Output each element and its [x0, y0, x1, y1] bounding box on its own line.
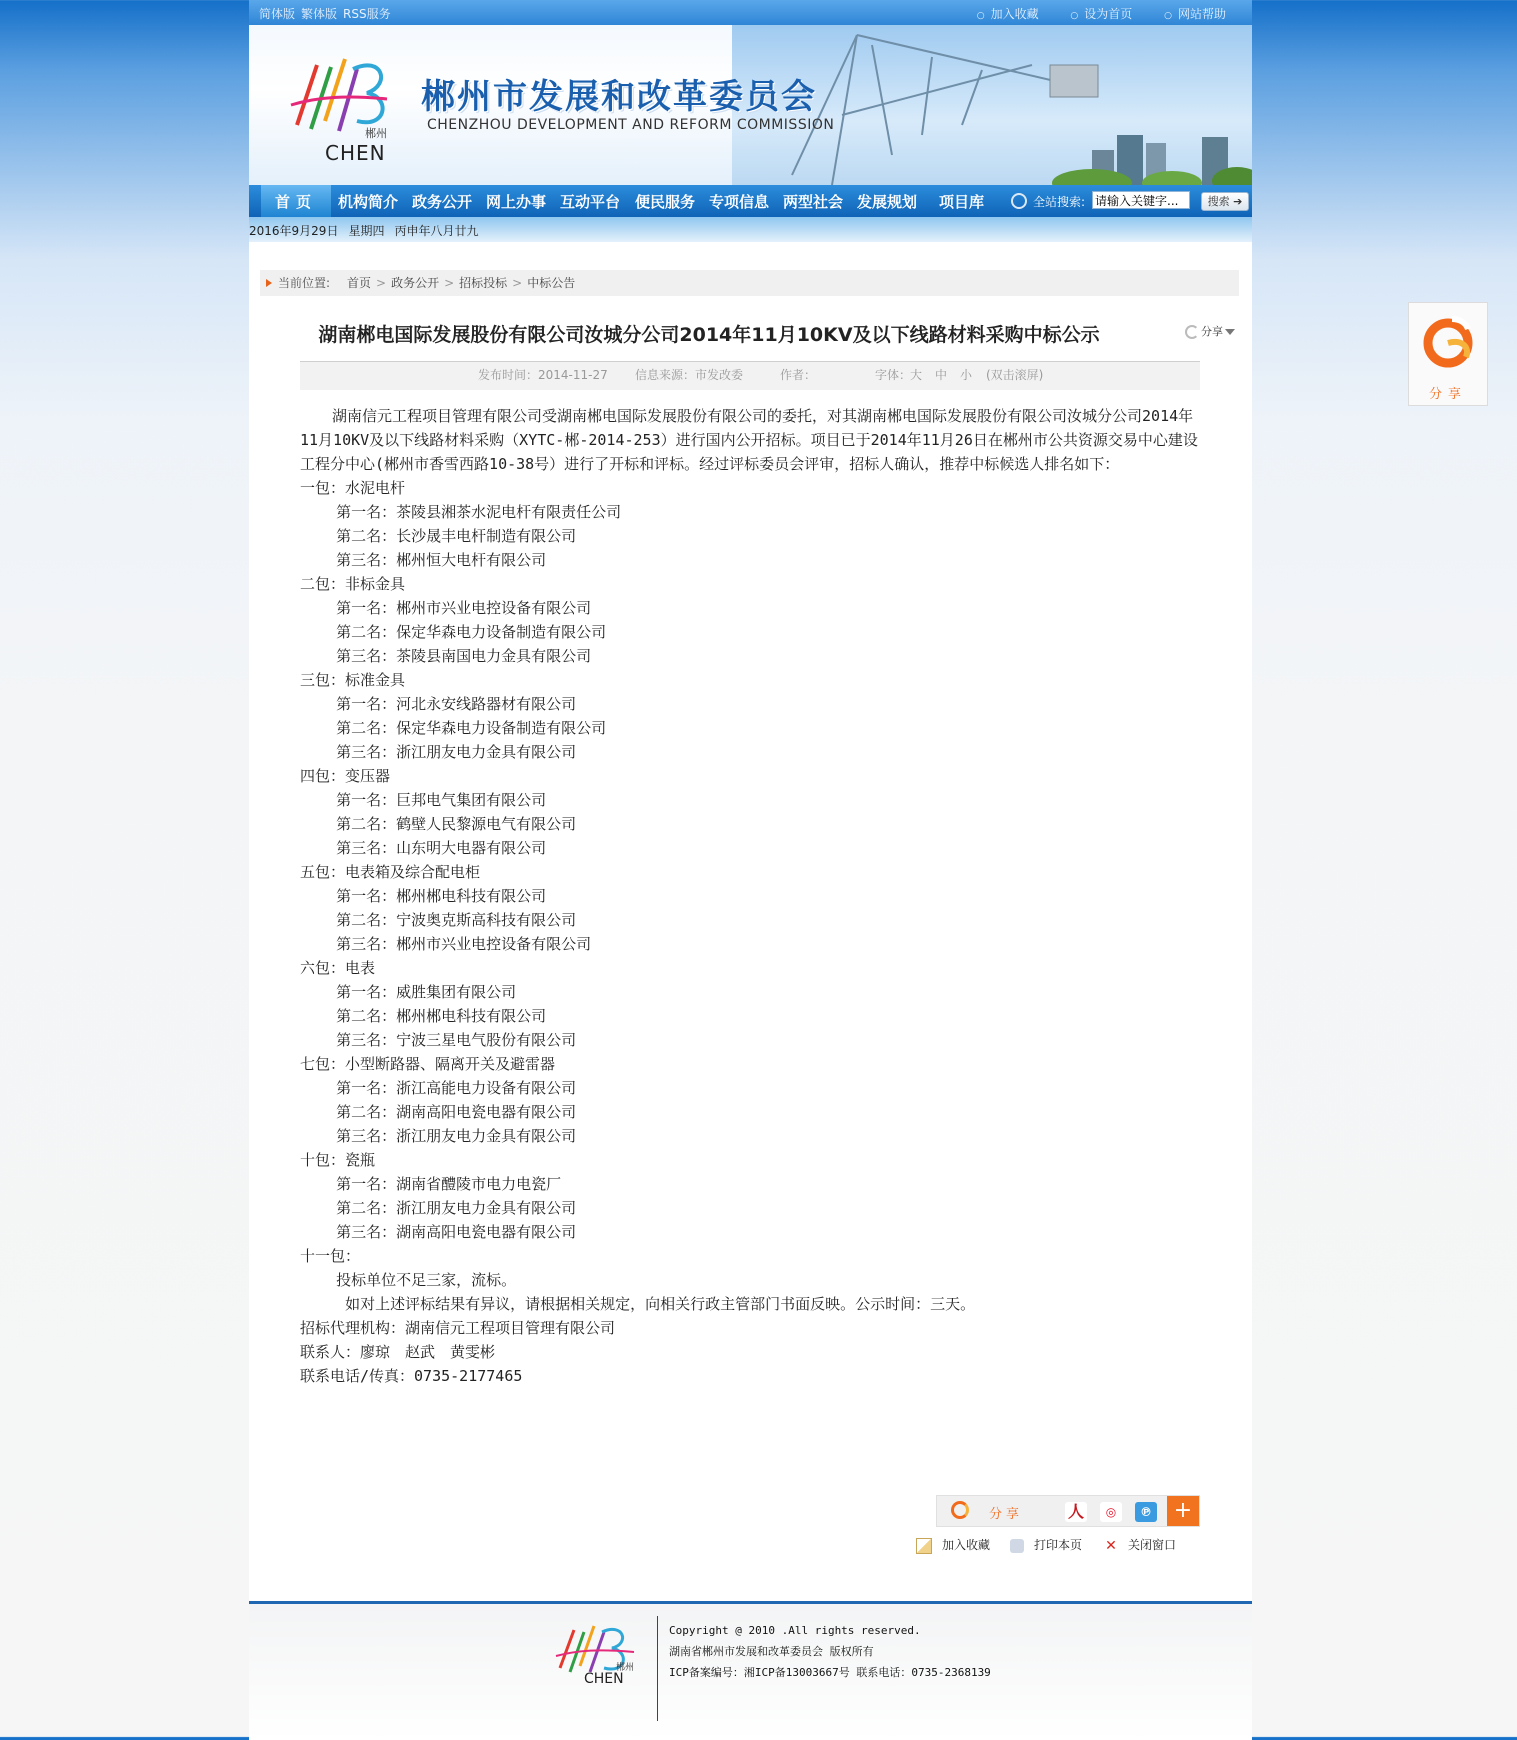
article-line: 第二名：鹤壁人民黎源电气有限公司 [300, 815, 577, 833]
article-line: 五包：电表箱及综合配电柜 [300, 863, 481, 881]
article-line: 第一名：湖南省醴陵市电力电瓷厂 [300, 1175, 562, 1193]
share-logo-icon [951, 1501, 969, 1519]
article-title: 湖南郴电国际发展股份有限公司汝城分公司2014年11月10KV及以下线路材料采购中标公示 [318, 324, 1100, 346]
article-line: 第一名：郴州郴电科技有限公司 [300, 887, 547, 905]
nav-item-two-oriented-society[interactable]: 两型社会 [783, 193, 844, 211]
chevron-down-icon [1225, 329, 1235, 335]
article-line: 联系人：廖琼 赵武 黄雯彬 [300, 1343, 496, 1361]
double-click-scroll: (双击滚屏) [986, 368, 1044, 382]
article-line: 第一名：郴州市兴业电控设备有限公司 [300, 599, 592, 617]
article-line: 第二名：郴州郴电科技有限公司 [300, 1007, 547, 1025]
top-bar [249, 0, 1252, 25]
share-bar [936, 1495, 1200, 1527]
font-size-medium[interactable]: 中 [935, 368, 948, 382]
article-line: 第二名：长沙晟丰电杆制造有限公司 [300, 527, 577, 545]
search-input[interactable] [1092, 191, 1190, 209]
floating-share-label: 分享 [1428, 387, 1467, 402]
footer-icp: ICP备案编号：湘ICP备13003667号 联系电话：0735-2368139 [669, 1666, 991, 1679]
nav-item-online-services[interactable]: 网上办事 [486, 193, 547, 211]
language-links [259, 5, 397, 22]
search-label: 全站搜索: [1033, 195, 1086, 209]
site-title: 郴州市发展和改革委员会 [421, 77, 817, 117]
lang-simplified-link[interactable]: 简体版 [259, 7, 296, 21]
breadcrumb-award-notice[interactable]: 中标公告 [527, 276, 576, 290]
article-line: 投标单位不足三家，流标。 [300, 1271, 517, 1289]
site-logo[interactable] [287, 45, 397, 165]
date-bar [249, 222, 488, 239]
font-size-small[interactable]: 小 [960, 368, 973, 382]
weibo-icon[interactable]: ◎ [1100, 1502, 1122, 1522]
breadcrumb-home[interactable]: 首页 [347, 276, 372, 290]
search-button-label: 搜索 [1207, 195, 1230, 208]
nav-item-interaction[interactable]: 互动平台 [560, 193, 621, 211]
tencent-weibo-icon[interactable]: ℗ [1135, 1502, 1157, 1522]
set-homepage-link[interactable]: ○ 设为首页 [1070, 7, 1132, 21]
close-window-label: 关闭窗口 [1128, 1538, 1177, 1552]
add-favorite-action[interactable] [916, 1536, 990, 1554]
breadcrumb-separator: > [444, 276, 455, 290]
footer-copyright: Copyright @ 2010 .All rights reserved. [669, 1624, 921, 1637]
share-dropdown[interactable] [1185, 323, 1235, 339]
font-size-label: 字体： [875, 368, 912, 382]
article-line: 第二名：保定华森电力设备制造有限公司 [300, 719, 607, 737]
current-date: 2016年9月29日 [249, 224, 339, 238]
article-line: 第一名：茶陵县湘茶水泥电杆有限责任公司 [300, 503, 622, 521]
article-line: 一包：水泥电杆 [300, 479, 406, 497]
footer-logo [554, 1616, 644, 1696]
nav-item-government-affairs[interactable]: 政务公开 [412, 193, 473, 211]
article-line: 第三名：郴州市兴业电控设备有限公司 [300, 935, 592, 953]
footer-owner: 湖南省郴州市发展和改革委员会 版权所有 [669, 1645, 874, 1658]
printer-icon [1010, 1539, 1024, 1553]
breadcrumb-links [347, 270, 575, 296]
article-line: 第一名：威胜集团有限公司 [300, 983, 517, 1001]
article-line: 三包：标准金具 [300, 671, 406, 689]
rss-link[interactable]: RSS服务 [343, 7, 391, 21]
article-line: 招标代理机构：湖南信元工程项目管理有限公司 [300, 1319, 616, 1337]
article-body [300, 404, 1200, 1388]
close-window-action[interactable] [1104, 1536, 1176, 1553]
article-intro: 湖南信元工程项目管理有限公司受湖南郴电国际发展股份有限公司的委托，对其湖南郴电国际发展股份有限公司汝城分公司2014年11月10KV及以下线路材料采购（XYTC-郴-2014-253）进行国内公开招标。项目已于2014年11月26日在郴州市公共资源交易中心建设工程分中心(郴州市香雪西路10-38号）进行了开标和评标。经过评标委员会评审，招标人确认，推荐中标候选人排名如下： [300, 407, 1198, 473]
footer-logo-en: CHEN [584, 1671, 624, 1687]
bookmark-icon [916, 1538, 932, 1554]
article-line: 第三名：茶陵县南国电力金具有限公司 [300, 647, 592, 665]
share-more-button[interactable]: + [1167, 1496, 1199, 1526]
article-line: 第三名：浙江朋友电力金具有限公司 [300, 743, 577, 761]
nav-item-development-planning[interactable]: 发展规划 [857, 193, 918, 211]
main-navigation [249, 185, 1252, 217]
article-line: 二包：非标金具 [300, 575, 406, 593]
add-favorite-link[interactable]: ○ 加入收藏 [977, 7, 1039, 21]
logo-cn-text: 郴州 [365, 127, 387, 140]
header-banner [249, 25, 1252, 185]
article-line: 第三名：浙江朋友电力金具有限公司 [300, 1127, 577, 1145]
info-source: 信息来源：市发改委 [635, 368, 744, 382]
print-label: 打印本页 [1034, 1538, 1083, 1552]
share-label: 分享 [1201, 325, 1223, 338]
article-line: 第一名：巨邦电气集团有限公司 [300, 791, 547, 809]
site-help-link[interactable]: ○ 网站帮助 [1164, 7, 1226, 21]
share-logo-icon [1185, 325, 1199, 339]
footer [249, 1601, 1252, 1740]
current-weekday: 星期四 [348, 224, 385, 238]
article-line: 第二名：保定华森电力设备制造有限公司 [300, 623, 607, 641]
article-line: 联系电话/传真：0735-2177465 [300, 1367, 523, 1385]
floating-share-widget[interactable] [1408, 302, 1488, 406]
article-line: 六包：电表 [300, 959, 376, 977]
article-line: 第一名：浙江高能电力设备有限公司 [300, 1079, 577, 1097]
nav-item-about[interactable]: 机构简介 [338, 193, 399, 211]
breadcrumb-label: 当前位置: [278, 276, 331, 290]
share-bar-label[interactable]: 分享 [989, 1507, 1024, 1522]
article-line: 第二名：宁波奥克斯高科技有限公司 [300, 911, 577, 929]
close-icon: ✕ [1105, 1537, 1117, 1554]
article-line: 十一包： [300, 1247, 361, 1265]
utility-links [949, 5, 1226, 22]
print-action[interactable] [1010, 1536, 1082, 1553]
article-line: 第二名：湖南高阳电瓷电器有限公司 [300, 1103, 577, 1121]
renren-icon[interactable]: 人 [1065, 1502, 1087, 1522]
article-line: 第三名：山东明大电器有限公司 [300, 839, 547, 857]
breadcrumb-arrow-icon [266, 279, 272, 287]
lang-traditional-link[interactable]: 繁体版 [301, 7, 338, 21]
font-size-large[interactable]: 大 [910, 368, 923, 382]
breadcrumb [260, 270, 1239, 296]
breadcrumb-government-affairs[interactable]: 政务公开 [391, 276, 440, 290]
footer-divider [657, 1616, 658, 1721]
article-line: 四包：变压器 [300, 767, 391, 785]
share-logo-icon [1422, 313, 1474, 369]
breadcrumb-separator: > [512, 276, 523, 290]
nav-item-project-library[interactable]: 项目库 [939, 193, 985, 211]
search-icon [1011, 193, 1027, 209]
breadcrumb-separator: > [376, 276, 387, 290]
article-line: 七包：小型断路器、隔离开关及避雷器 [300, 1055, 556, 1073]
article-line: 第三名：宁波三星电气股份有限公司 [300, 1031, 577, 1049]
article-line: 如对上述评标结果有异议，请根据相关规定，向相关行政主管部门书面反映。公示时间：三天。 [300, 1295, 976, 1313]
nav-home[interactable]: 首页 [261, 185, 331, 217]
page-container [249, 0, 1252, 1737]
nav-item-public-services[interactable]: 便民服务 [635, 193, 696, 211]
lunar-date: 丙申年八月廿九 [394, 224, 479, 238]
footer-text [669, 1620, 991, 1683]
breadcrumb-bidding[interactable]: 招标投标 [459, 276, 508, 290]
article-line: 第二名：浙江朋友电力金具有限公司 [300, 1199, 577, 1217]
article-line: 第一名：河北永安线路器材有限公司 [300, 695, 577, 713]
add-favorite-label: 加入收藏 [942, 1538, 991, 1552]
author: 作者： [780, 368, 817, 382]
article-line: 第三名：郴州恒大电杆有限公司 [300, 551, 547, 569]
publish-time: 发布时间：2014-11-27 [478, 368, 608, 382]
nav-item-special-info[interactable]: 专项信息 [709, 193, 770, 211]
article-meta [300, 361, 1200, 390]
article-line: 第三名：湖南高阳电瓷电器有限公司 [300, 1223, 577, 1241]
site-title-english: CHENZHOU DEVELOPMENT AND REFORM COMMISSION [427, 117, 835, 133]
search-button[interactable]: 搜索 ➔ [1201, 192, 1249, 211]
footer-logo-cn: 郴州 [616, 1663, 635, 1673]
article-lines [300, 476, 1200, 1388]
logo-en-text: CHEN [325, 141, 386, 165]
article-line: 十包：瓷瓶 [300, 1151, 376, 1169]
